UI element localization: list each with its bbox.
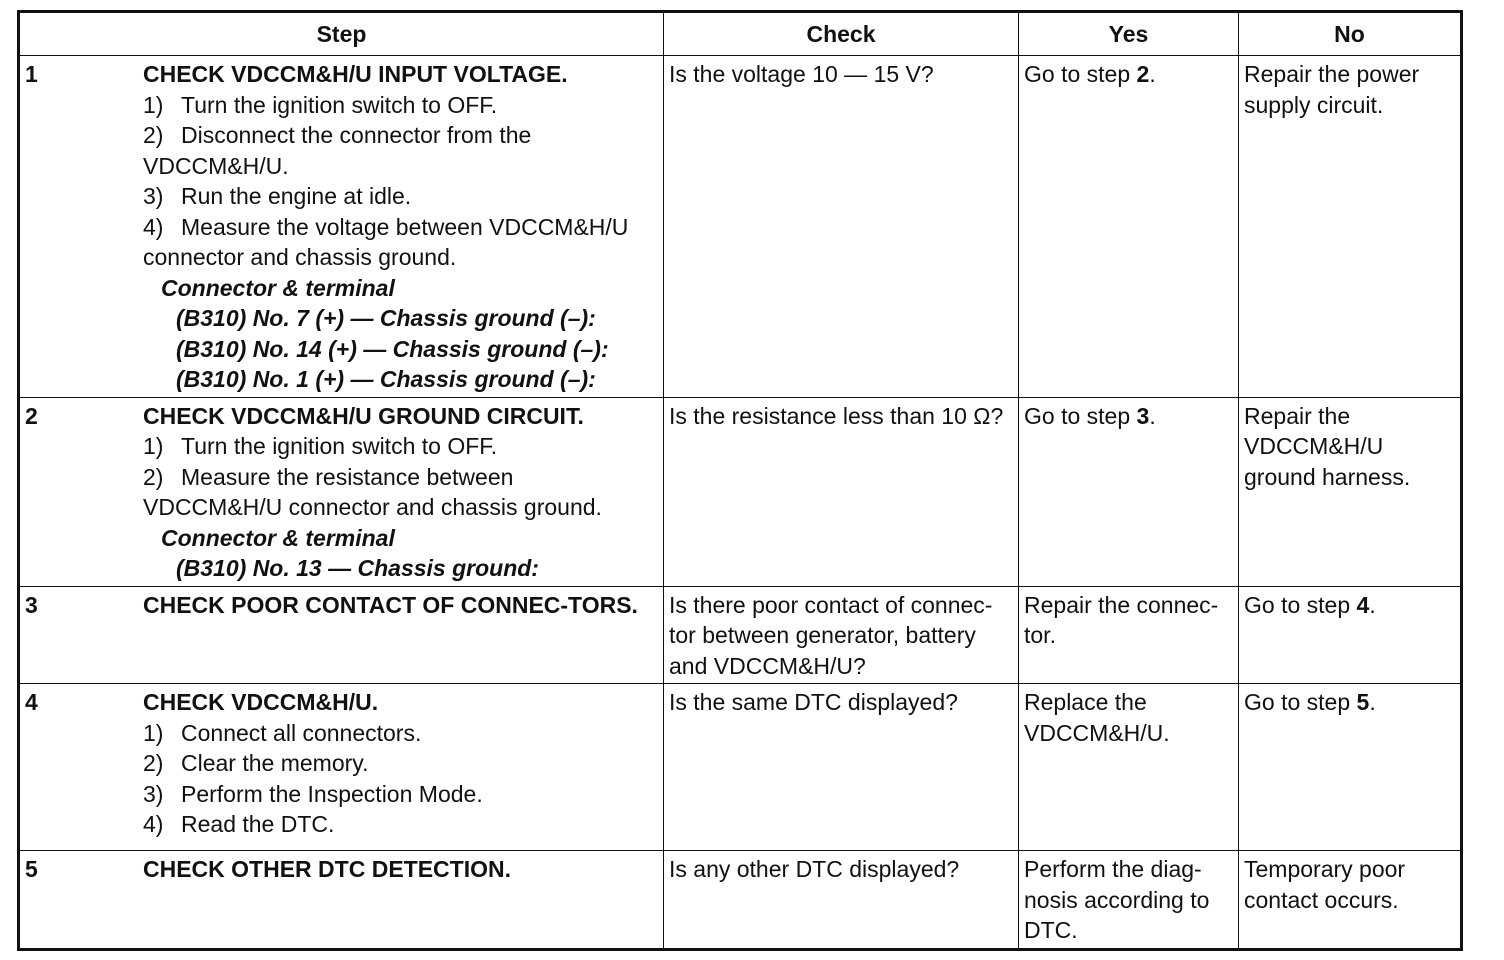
step-instruction: 2) Clear the memory. (143, 750, 369, 776)
yes-cell: Repair the connec-tor. (1019, 586, 1239, 684)
table-row (19, 397, 1462, 586)
step-number: 1 (25, 61, 38, 87)
step-number: 5 (25, 856, 38, 882)
step-instruction: 2) Disconnect the connector from the (143, 122, 532, 148)
diagnosis-table-wrapper (17, 10, 1460, 945)
terminal-spec: (B310) No. 7 (+) — Chassis ground (–): (176, 305, 596, 331)
terminal-spec: (B310) No. 1 (+) — Chassis ground (–): (176, 366, 596, 392)
step-title: CHECK OTHER DTC DETECTION. (143, 856, 511, 882)
yes-cell: Perform the diag-nosis according to DTC. (1019, 851, 1239, 950)
step-title: CHECK VDCCM&H/U INPUT VOLTAGE. (143, 61, 568, 87)
step-instruction: 3) Perform the Inspection Mode. (143, 780, 483, 807)
step-cell (19, 851, 664, 950)
step-cell (19, 397, 664, 586)
header-yes: Yes (1019, 12, 1239, 56)
table-row (19, 586, 1462, 684)
step-instruction: 1) Turn the ignition switch to OFF. (143, 433, 498, 459)
step-instruction: VDCCM&H/U. (143, 152, 289, 179)
diagnosis-table (17, 10, 1463, 951)
step-instruction: VDCCM&H/U connector and chassis ground. (143, 494, 602, 520)
no-cell: Temporary poor contact occurs. (1239, 851, 1462, 950)
no-cell: Go to step 4. (1239, 586, 1462, 684)
check-cell: Is there poor contact of connec-tor between generator, battery and VDCCM&H/U? (664, 586, 1019, 684)
step-cell (19, 586, 664, 684)
step-instruction: connector and chassis ground. (143, 244, 457, 270)
step-number: 3 (25, 591, 38, 618)
check-cell: Is the same DTC displayed? (664, 684, 1019, 851)
step-title: CHECK VDCCM&H/U GROUND CIRCUIT. (143, 402, 584, 429)
step-cell (19, 684, 664, 851)
table-row (19, 684, 1462, 851)
step-number: 2 (25, 402, 38, 429)
header-row (19, 12, 1462, 56)
terminal-spec: (B310) No. 13 — Chassis ground: (176, 555, 539, 581)
check-cell: Is any other DTC displayed? (664, 851, 1019, 950)
connector-terminal-label: Connector & terminal (161, 524, 395, 551)
step-cell (19, 56, 664, 398)
step-instruction: 4) Read the DTC. (143, 811, 335, 837)
step-title: CHECK POOR CONTACT OF CONNEC-TORS. (143, 591, 638, 618)
step-instruction: 4) Measure the voltage between VDCCM&H/U (143, 213, 629, 240)
table-row (19, 56, 1462, 398)
terminal-spec: (B310) No. 14 (+) — Chassis ground (–): (176, 335, 609, 362)
no-cell: Repair the power supply circuit. (1239, 56, 1462, 398)
header-step: Step (19, 12, 664, 56)
step-title: CHECK VDCCM&H/U. (143, 689, 379, 715)
no-cell: Repair the VDCCM&H/U ground harness. (1239, 397, 1462, 586)
header-check: Check (664, 12, 1019, 56)
yes-cell: Go to step 2. (1019, 56, 1239, 398)
step-instruction: 1) Connect all connectors. (143, 719, 422, 746)
check-cell: Is the voltage 10 — 15 V? (664, 56, 1019, 398)
yes-cell: Go to step 3. (1019, 397, 1239, 586)
header-no: No (1239, 12, 1462, 56)
step-instruction: 3) Run the engine at idle. (143, 183, 412, 209)
table-row (19, 851, 1462, 950)
step-instruction: 1) Turn the ignition switch to OFF. (143, 91, 498, 118)
connector-terminal-label: Connector & terminal (161, 274, 395, 301)
step-instruction: 2) Measure the resistance between (143, 463, 514, 490)
no-cell: Go to step 5. (1239, 684, 1462, 851)
check-cell: Is the resistance less than 10 Ω? (664, 397, 1019, 586)
step-number: 4 (25, 689, 38, 715)
yes-cell: Replace the VDCCM&H/U. (1019, 684, 1239, 851)
